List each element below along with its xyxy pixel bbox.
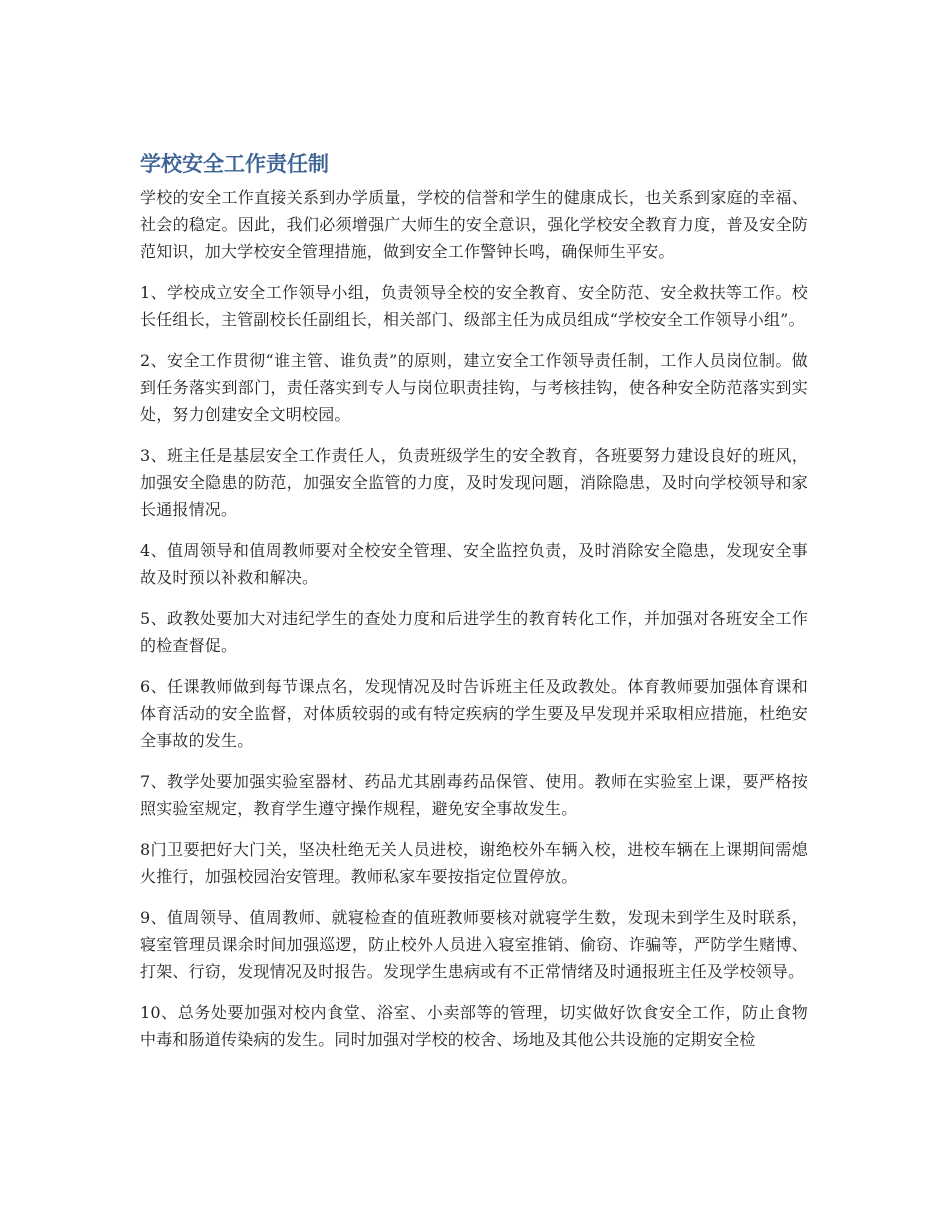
list-item: 5、政教处要加大对违纪学生的查处力度和后进学生的教育转化工作，并加强对各班安全工作的检查督促。	[140, 609, 808, 655]
list-item: 3、班主任是基层安全工作责任人，负责班级学生的安全教育，各班要努力建设良好的班风，加强安全隐患的防范，加强安全监管的力度，及时发现问题，消除隐患，及时向学校领导和家长通报情况。	[140, 446, 808, 519]
list-item: 1、学校成立安全工作领导小组，负责领导全校的安全教育、安全防范、安全救扶等工作。校长任组长，主管副校长任副组长，相关部门、级部主任为成员组成“学校安全工作领导小组”。	[140, 283, 808, 329]
document-title: 学校安全工作责任制	[140, 152, 329, 176]
list-item: 10、总务处要加强对校内食堂、浴室、小卖部等的管理，切实做好饮食安全工作，防止食物中毒和肠道传染病的发生。同时加强对学校的校舍、场地及其他公共设施的定期安全检	[140, 1003, 808, 1049]
list-item: 9、值周领导、值周教师、就寝检查的值班教师要核对就寝学生数，发现未到学生及时联系，寝室管理员课余时间加强巡逻，防止校外人员进入寝室推销、偷窃、诈骗等，严防学生赌博、打架、行窃，发现情况及时报告。发现学生患病或有不正常情绪及时通报班主任及学校领导。	[140, 908, 808, 981]
document-content	[140, 148, 808, 1067]
list-item: 8门卫要把好大门关，坚决杜绝无关人员进校，谢绝校外车辆入校，进校车辆在上课期间需熄火推行，加强校园治安管理。教师私家车要按指定位置停放。	[140, 840, 808, 886]
list-item: 6、任课教师做到每节课点名，发现情况及时告诉班主任及政教处。体育教师要加强体育课和体育活动的安全监督，对体质较弱的或有特定疾病的学生要及早发现并采取相应措施，杜绝安全事故的发生。	[140, 677, 808, 750]
intro-paragraph: 学校的安全工作直接关系到办学质量，学校的信誉和学生的健康成长，也关系到家庭的幸福、社会的稳定。因此，我们必须增强广大师生的安全意识，强化学校安全教育力度，普及安全防范知识，加大学校安全管理措施，做到安全工作警钟长鸣，确保师生平安。	[140, 188, 808, 261]
list-item: 2、安全工作贯彻“谁主管、谁负责”的原则，建立安全工作领导责任制，工作人员岗位制。做到任务落实到部门，责任落实到专人与岗位职责挂钩，与考核挂钩，使各种安全防范落实到实处，努力创建安全文明校园。	[140, 351, 808, 424]
list-item: 7、教学处要加强实验室器材、药品尤其剧毒药品保管、使用。教师在实验室上课，要严格按照实验室规定，教育学生遵守操作规程，避免安全事故发生。	[140, 772, 808, 818]
list-item: 4、值周领导和值周教师要对全校安全管理、安全监控负责，及时消除安全隐患，发现安全事故及时预以补救和解决。	[140, 541, 808, 587]
